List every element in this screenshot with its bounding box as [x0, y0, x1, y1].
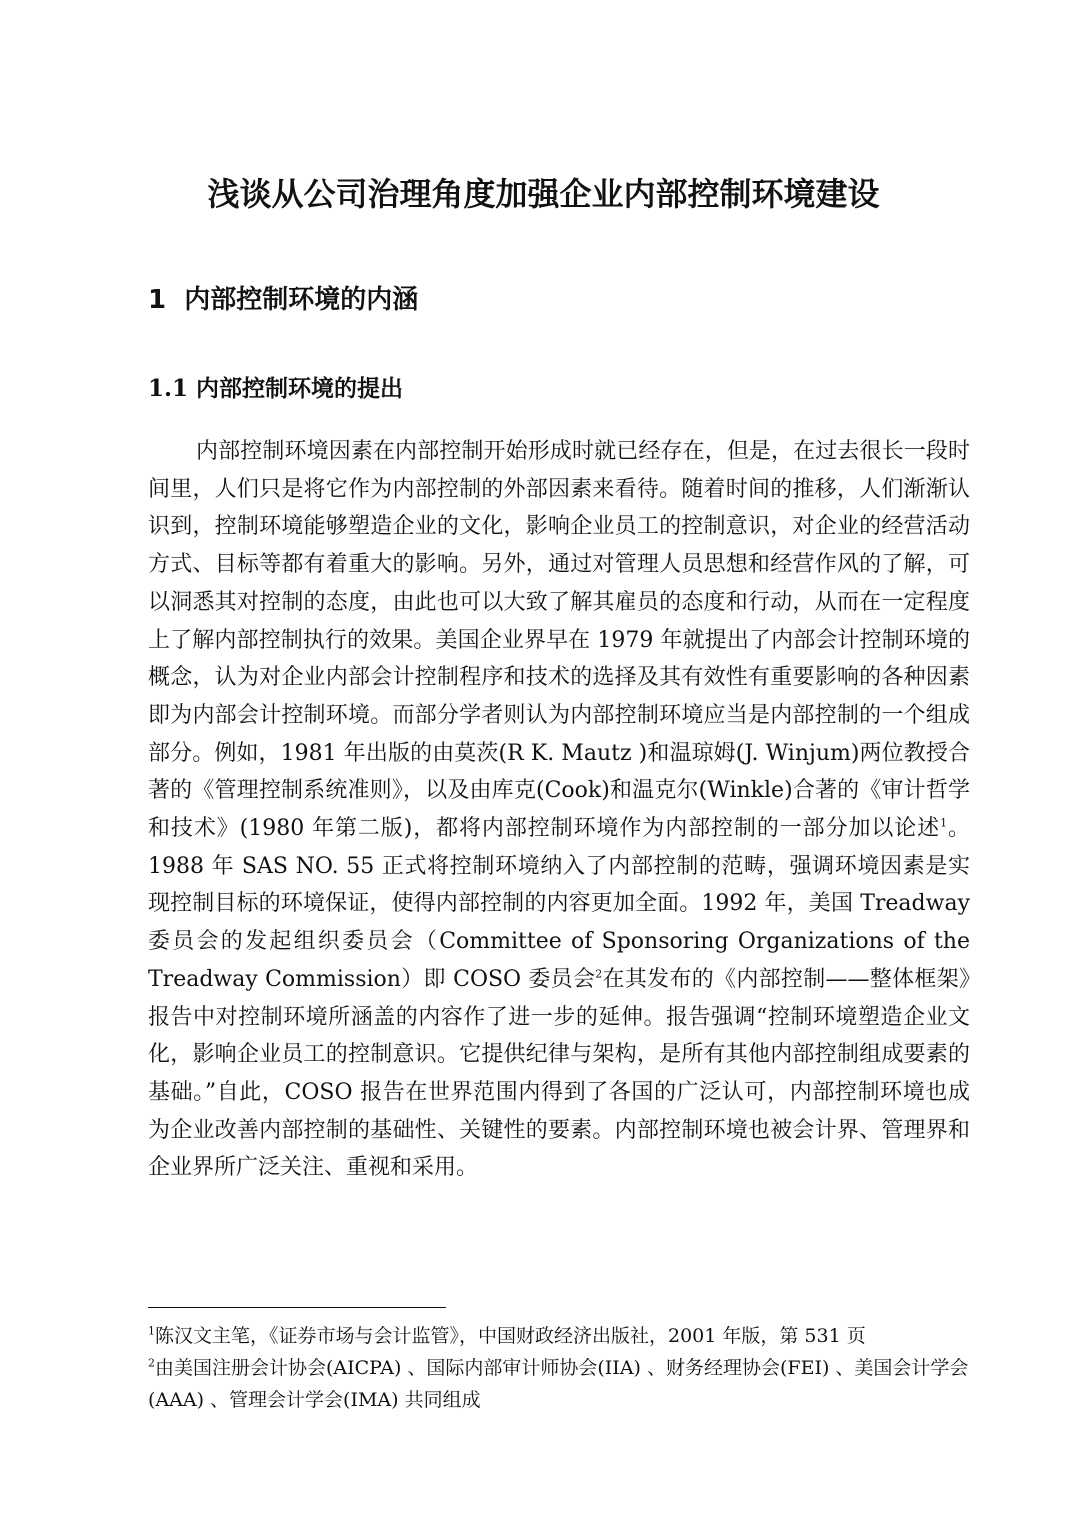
- subsection-number: 1.1: [148, 375, 189, 402]
- paragraph-text-part1: 内部控制环境因素在内部控制开始形成时就已经存在，但是，在过去很长一段时间里，人们只是将它作为内部控制的外部因素来看待。随着时间的推移，人们渐渐认识到，控制环境能够塑造企业的文化，影响企业员工的控制意识，对企业的经营活动方式、目标等都有着重大的影响。另外，通过对管理人员思想和经营作风的了解，可以洞悉其对控制的态度，由此也可以大致了解其雇员的态度和行动，从而在一定程度上了解内部控制执行的效果。美国企业界早在 1979 年就提出了内部会计控制环境的概念，认为对企业内部会计控制程序和技术的选择及其有效性有重要影响的各种因素即为内部会计控制环境。而部分学者则认为内部控制环境应当是内部控制的一个组成部分。例如，1981 年出版的由莫茨(R K. Mautz )和温琼姆(J. Winjum)两位教授合著的《管理控制系统准则》，以及由库克(Cook)和温克尔(Winkle)合著的《审计哲学和技术》(1980 年第二版)，都将内部控制环境作为内部控制的一部分加以论述: [148, 439, 970, 842]
- footnote-2: [148, 1352, 973, 1416]
- footnote-ref-1: 1: [940, 816, 948, 830]
- section-title: 内部控制环境的内涵: [184, 285, 419, 315]
- document-title: 浅谈从公司治理角度加强企业内部控制环境建设: [207, 175, 880, 213]
- subsection-heading: [148, 372, 403, 406]
- footnote-1: [148, 1320, 973, 1352]
- subsection-title: 内部控制环境的提出: [196, 375, 404, 402]
- section-number: 1: [148, 285, 167, 315]
- footnote-text: 由美国注册会计协会(AICPA) 、国际内部审计师协会(IIA) 、财务经理协会(FEI) 、美国会计学会(AAA) 、管理会计学会(IMA) 共同组成: [148, 1357, 969, 1411]
- footnote-divider: [148, 1307, 446, 1308]
- footnote-text: 陈汉文主笔，《证券市场与会计监管》，中国财政经济出版社，2001 年版，第 531 页: [155, 1325, 866, 1347]
- paragraph-text-part3: 在其发布的《内部控制——整体框架》报告中对控制环境所涵盖的内容作了进一步的延伸。报告强调“控制环境塑造企业文化，影响企业员工的控制意识。它提供纪律与架构，是所有其他内部控制组成要素的基础。”自此，COSO 报告在世界范围内得到了各国的广泛认可，内部控制环境也成为企业改善内部控制的基础性、关键性的要素。内部控制环境也被会计界、管理界和企业界所广泛关注、重视和采用。: [148, 966, 970, 1181]
- paragraph-text-part2: 。1988 年 SAS NO. 55 正式将控制环境纳入了内部控制的范畴，强调环境因素是实现控制目标的环境保证，使得内部控制的内容更加全面。1992 年，美国 Treadway 委员会的发起组织委员会（Committee of Sponsoring Organizations of the Treadway Commission）即 COSO 委员会: [148, 816, 970, 992]
- footnote-marker: 1: [148, 1324, 155, 1338]
- footnotes: [148, 1320, 973, 1416]
- footnote-ref-2: 2: [595, 967, 603, 981]
- footnote-marker: 2: [148, 1356, 155, 1370]
- section-heading: [148, 282, 418, 318]
- body-paragraph: [148, 433, 970, 1187]
